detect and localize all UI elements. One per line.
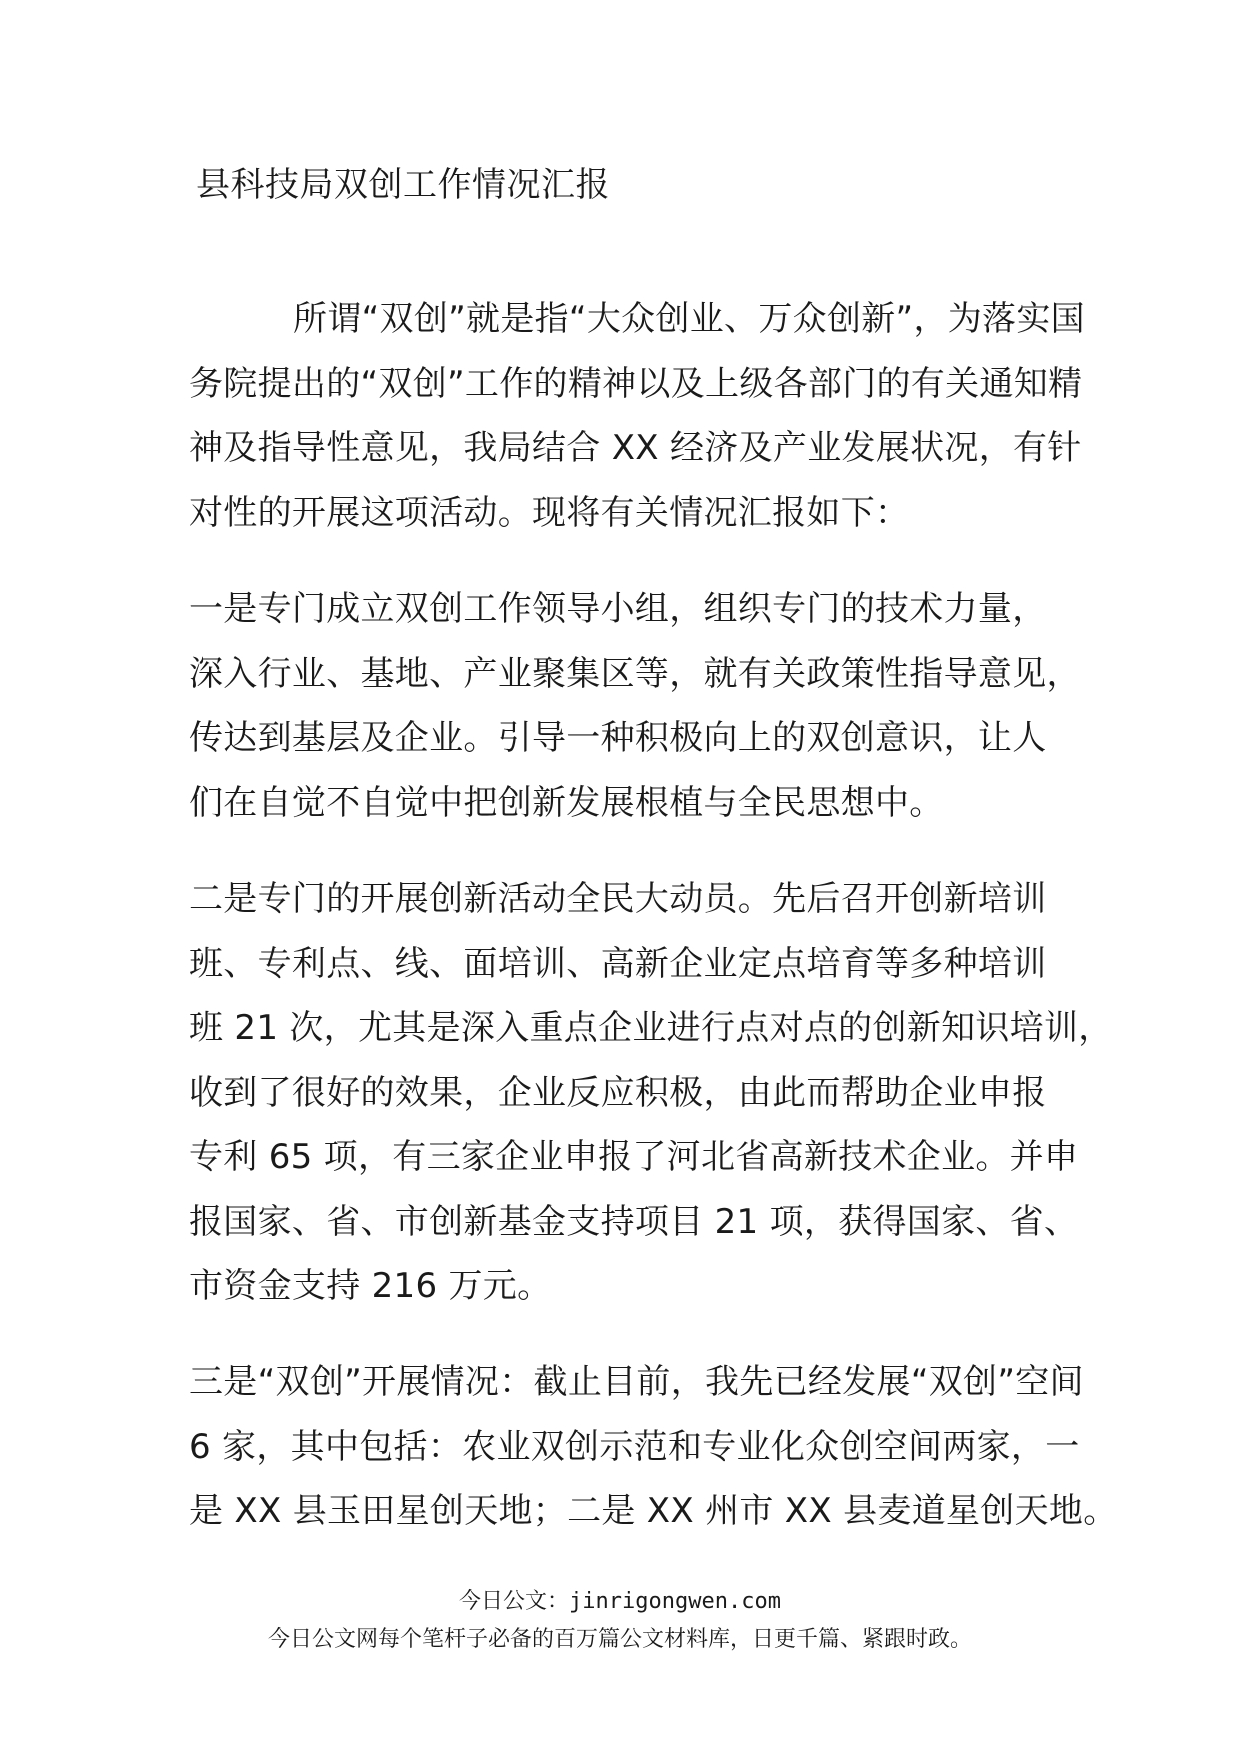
paragraph-line: 三是“双创”开展情况：截止目前，我先已经发展“双创”空间 <box>189 1362 1084 1402</box>
paragraph-line: 们在自觉不自觉中把创新发展根植与全民思想中。 <box>189 782 944 823</box>
paragraph-line: 传达到基层及企业。引导一种积极向上的双创意识，让人 <box>189 718 1047 758</box>
paragraph-line: 所谓“双创”就是指“大众创业、万众创新”，为落实国 <box>293 299 1085 339</box>
paragraph-line: 专利 65 项，有三家企业申报了河北省高新技术企业。并申 <box>189 1137 1079 1177</box>
footer-site-url[interactable]: jinrigongwen.com <box>569 1589 781 1614</box>
footer-slogan: 今日公文网每个笔杆子必备的百万篇公文材料库，日更千篇、紧跟时政。 <box>267 1627 972 1652</box>
paragraph-point-two <box>189 867 1113 1319</box>
paragraph-line: 6 家，其中包括：农业双创示范和专业化众创空间两家，一 <box>189 1426 1080 1467</box>
paragraph-line: 对性的开展这项活动。现将有关情况汇报如下： <box>189 492 910 533</box>
paragraph-line: 是 XX 县玉田星创天地；二是 XX 州市 XX 县麦道星创天地。 <box>189 1491 1118 1531</box>
paragraph-line: 务院提出的“双创”工作的精神以及上级各部门的有关通知精 <box>189 363 1083 404</box>
paragraph-line: 班 21 次，尤其是深入重点企业进行点对点的创新知识培训， <box>189 1008 1113 1048</box>
paragraph-intro <box>189 287 1089 545</box>
paragraph-line: 深入行业、基地、产业聚集区等，就有关政策性指导意见， <box>189 653 1081 694</box>
document-title: 县科技局双创工作情况汇报 <box>196 165 610 205</box>
paragraph-line: 班、专利点、线、面培训、高新企业定点培育等多种培训 <box>189 943 1047 984</box>
paragraph-line: 市资金支持 216 万元。 <box>189 1266 552 1306</box>
paragraph-line: 报国家、省、市创新基金支持项目 21 项，获得国家、省、 <box>189 1201 1079 1242</box>
paragraph-line: 神及指导性意见，我局结合 XX 经济及产业发展状况，有针 <box>189 428 1082 468</box>
footer-site-label: 今日公文： <box>459 1589 570 1614</box>
footer-site <box>0 1586 1240 1618</box>
paragraph-point-three <box>189 1350 1118 1544</box>
paragraph-line: 二是专门的开展创新活动全民大动员。先后召开创新培训 <box>189 879 1047 919</box>
paragraph-line: 一是专门成立双创工作领导小组，组织专门的技术力量， <box>189 589 1047 629</box>
paragraph-line: 收到了很好的效果，企业反应积极，由此而帮助企业申报 <box>189 1072 1047 1113</box>
paragraph-point-one <box>189 577 1089 835</box>
